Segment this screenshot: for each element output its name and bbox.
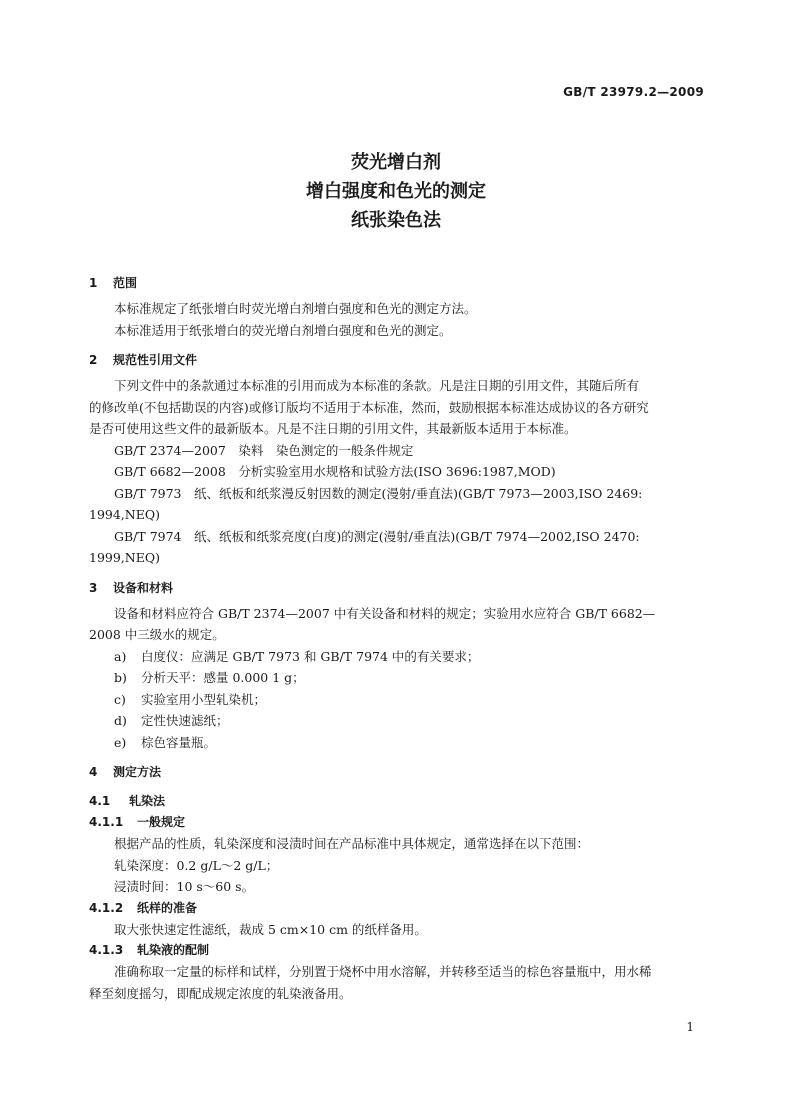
subsection-title: 一般规定 bbox=[137, 815, 186, 829]
section-title: 测定方法 bbox=[113, 765, 162, 779]
subsection-number: 4.1.2 bbox=[89, 900, 124, 915]
paragraph-line: 准确称取一定量的标样和试样，分别置于烧杯中用水溶解，并转移至适当的棕色容量瓶中，用水稀 bbox=[114, 964, 652, 979]
paragraph: 本标准适用于纸张增白的荧光增白剂增白强度和色光的测定。 bbox=[114, 322, 452, 338]
title-line-1: 荧光增白剂 bbox=[351, 152, 441, 173]
list-item bbox=[89, 732, 705, 754]
list-item bbox=[89, 710, 705, 732]
subsection-4-1-heading bbox=[89, 791, 705, 812]
paragraph: 根据产品的性质，轧染深度和浸渍时间在产品标准中具体规定，通常选择在以下范围： bbox=[114, 836, 590, 851]
subsection-number: 4.1.3 bbox=[89, 943, 124, 957]
section-2-heading bbox=[89, 349, 705, 371]
list-text: 棕色容量瓶。 bbox=[141, 734, 217, 750]
subsection-title: 纸样的准备 bbox=[137, 900, 198, 915]
page-number: 1 bbox=[686, 1020, 694, 1034]
list-item bbox=[89, 667, 705, 689]
document-body bbox=[89, 272, 705, 1004]
standard-code: GB/T 23979.2—2009 bbox=[563, 85, 704, 99]
section-number: 2 bbox=[89, 353, 98, 367]
list-label: a) bbox=[114, 648, 127, 664]
paragraph-line: 释至刻度摇匀，即配成规定浓度的轧染液备用。 bbox=[89, 985, 352, 1001]
paragraph-line: 下列文件中的条款通过本标准的引用而成为本标准的条款。凡是注日期的引用文件，其随后所有 bbox=[114, 378, 640, 393]
paragraph-line: 2008 中三级水的规定。 bbox=[89, 627, 225, 642]
list-item bbox=[89, 689, 705, 711]
title-line-2: 增白强度和色光的测定 bbox=[306, 181, 486, 202]
section-3-heading bbox=[89, 577, 705, 599]
section-title: 范围 bbox=[113, 276, 138, 290]
section-number: 1 bbox=[89, 276, 98, 290]
list-text: 白度仪：应满足 GB/T 7973 和 GB/T 7974 中的有关要求； bbox=[141, 648, 480, 664]
paragraph: 本标准规定了纸张增白时荧光增白剂增白强度和色光的测定方法。 bbox=[114, 301, 477, 316]
section-title: 规范性引用文件 bbox=[113, 353, 198, 367]
reference-item: GB/T 7974 纸、纸板和纸浆亮度(白度)的测定(漫射/垂直法)(GB/T 7974—2002,ISO 2470: bbox=[114, 528, 640, 544]
title-line-3: 纸张染色法 bbox=[351, 210, 441, 231]
list-item bbox=[89, 646, 705, 668]
subsection-4-1-1-heading bbox=[89, 812, 705, 833]
list-text: 实验室用小型轧染机； bbox=[141, 691, 267, 707]
section-title: 设备和材料 bbox=[113, 580, 174, 595]
subsection-4-1-2-heading bbox=[89, 898, 705, 919]
paragraph-line: 的修改单(不包括勘误的内容)或修订版均不适用于本标准，然而，鼓励根据本标准达成协议的各方研究 bbox=[89, 399, 649, 415]
list-label: c) bbox=[114, 691, 126, 707]
section-1-heading bbox=[89, 272, 705, 294]
section-4-heading bbox=[89, 761, 705, 783]
list-label: e) bbox=[114, 734, 127, 750]
paragraph: 轧染深度：0.2 g/L～2 g/L； bbox=[114, 857, 279, 873]
reference-item-continued: 1999,NEQ) bbox=[89, 550, 160, 565]
reference-item: GB/T 6682—2008 分析实验室用水规格和试验方法(ISO 3696:1987,MOD) bbox=[114, 464, 556, 479]
reference-item: GB/T 2374—2007 染料 染色测定的一般条件规定 bbox=[114, 442, 414, 458]
reference-item-continued: 1994,NEQ) bbox=[89, 507, 160, 522]
list-text: 定性快速滤纸； bbox=[141, 713, 229, 728]
paragraph: 取大张快速定性滤纸，裁成 5 cm×10 cm 的纸样备用。 bbox=[114, 921, 427, 937]
reference-item: GB/T 7973 纸、纸板和纸浆漫反射因数的测定(漫射/垂直法)(GB/T 7973—2003,ISO 2469: bbox=[114, 485, 643, 501]
subsection-number: 4.1.1 bbox=[89, 815, 124, 829]
subsection-number: 4.1 bbox=[89, 794, 111, 808]
paragraph-line: 是否可使用这些文件的最新版本。凡是不注日期的引用文件，其最新版本适用于本标准。 bbox=[89, 421, 577, 436]
section-number: 4 bbox=[89, 765, 98, 779]
section-number: 3 bbox=[89, 580, 98, 595]
subsection-title: 轧染法 bbox=[129, 794, 166, 808]
list-label: b) bbox=[114, 670, 127, 685]
list-text: 分析天平：感量 0.000 1 g； bbox=[141, 670, 305, 685]
subsection-title: 轧染液的配制 bbox=[137, 943, 210, 957]
list-label: d) bbox=[114, 713, 127, 728]
document-title bbox=[0, 148, 792, 235]
paragraph: 浸渍时间：10 s～60 s。 bbox=[114, 879, 255, 894]
subsection-4-1-3-heading bbox=[89, 940, 705, 961]
paragraph-line: 设备和材料应符合 GB/T 2374—2007 中有关设备和材料的规定；实验用水应符合 GB/T 6682— bbox=[114, 605, 656, 621]
